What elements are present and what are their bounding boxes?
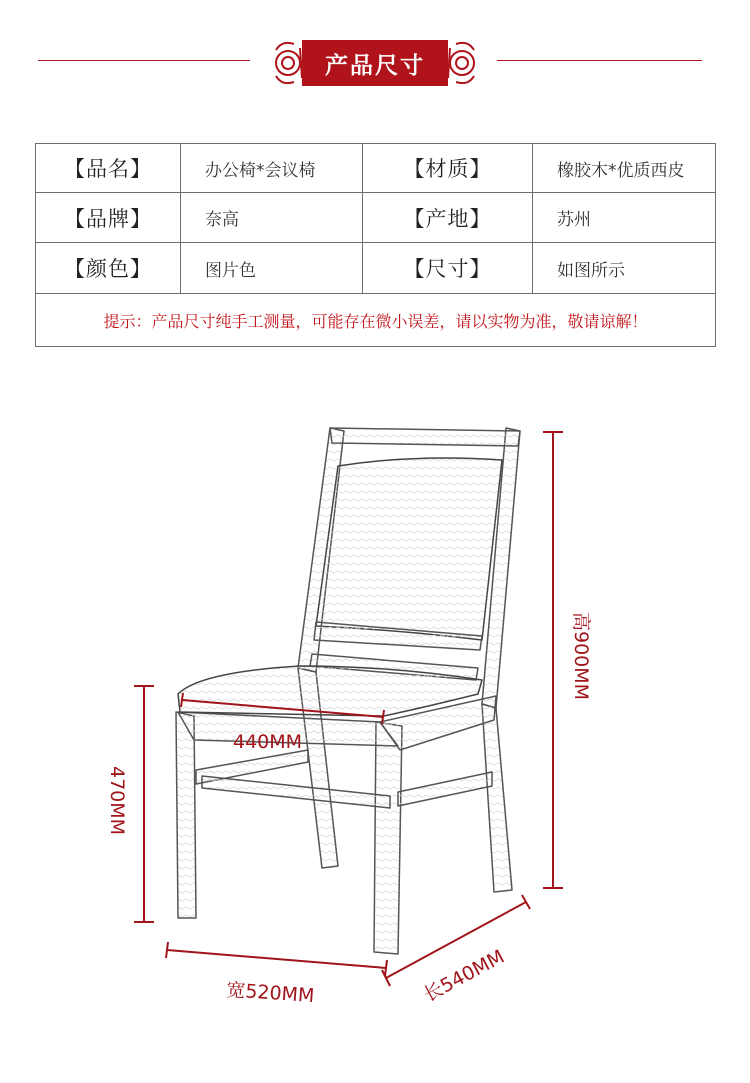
chair-drawing: [176, 428, 520, 954]
chair-dimension-diagram: [0, 380, 750, 1060]
header-rule-right: [497, 60, 702, 61]
table-row: [36, 294, 716, 347]
table-row: [36, 243, 716, 294]
spec-key: 【产地】: [363, 193, 533, 243]
spec-key: 【颜色】: [36, 243, 181, 294]
spec-value: 图片色: [181, 243, 363, 294]
spec-value: 橡胶木*优质西皮: [533, 144, 716, 193]
page-title: 产品尺寸: [302, 40, 448, 86]
height-label: 高900MM: [570, 612, 592, 701]
length-label: 长540MM: [420, 945, 509, 1007]
seat-height-label: 470MM: [106, 766, 128, 836]
table-row: [36, 144, 716, 193]
spec-value: 办公椅*会议椅: [181, 144, 363, 193]
spec-key: 【品名】: [36, 144, 181, 193]
table-row: [36, 193, 716, 243]
spec-key: 【材质】: [363, 144, 533, 193]
spec-table: [35, 143, 716, 347]
spec-key: 【品牌】: [36, 193, 181, 243]
spec-key: 【尺寸】: [363, 243, 533, 294]
width-label: 宽520MM: [225, 979, 316, 1008]
seat-width-label: 440MM: [233, 731, 303, 753]
disclaimer-note: 提示：产品尺寸纯手工测量，可能存在微小误差，请以实物为准，敬请谅解！: [36, 294, 716, 347]
spec-value: 奈高: [181, 193, 363, 243]
header-rule-left: [38, 60, 250, 61]
spec-value: 如图所示: [533, 243, 716, 294]
spec-value: 苏州: [533, 193, 716, 243]
